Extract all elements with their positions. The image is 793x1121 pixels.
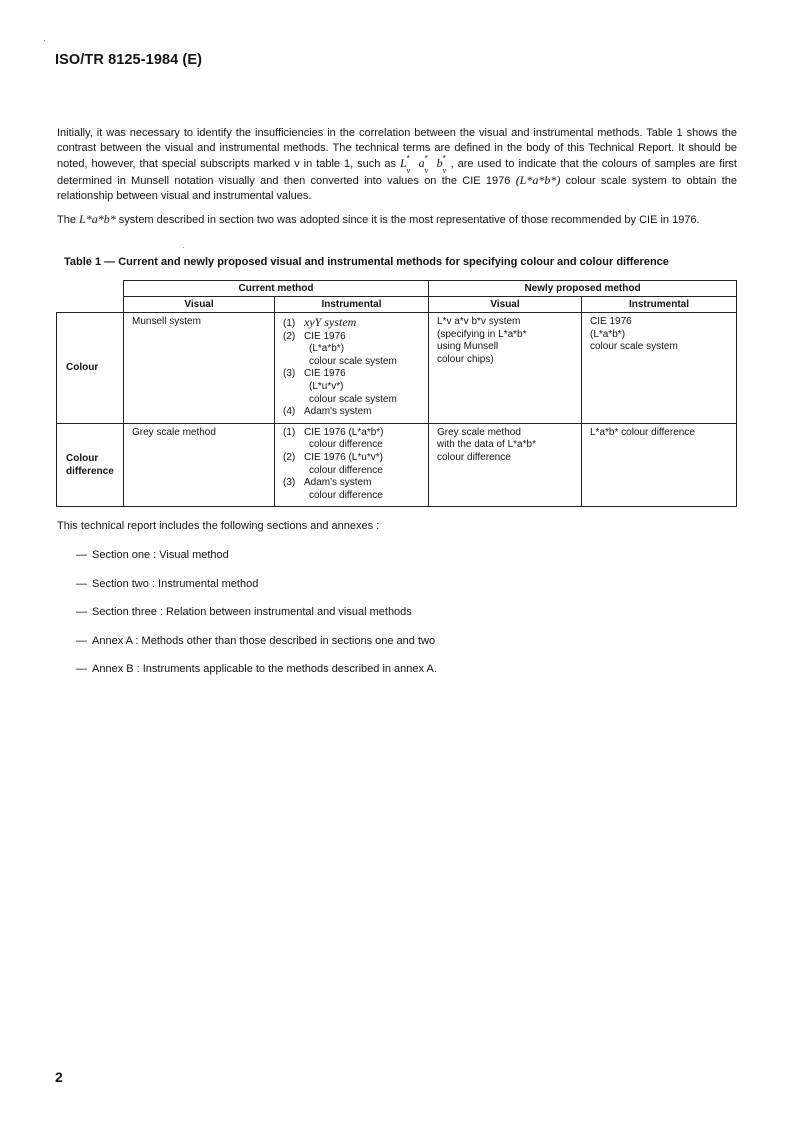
- list-item: [283, 439, 422, 452]
- list-item: [76, 634, 437, 663]
- subscript-v: v: [424, 166, 429, 176]
- list-item: [283, 394, 422, 407]
- cell-line: L*v a*v b*v system: [437, 316, 521, 327]
- section-text: Section three : Relation between instrumental and visual methods: [92, 606, 412, 618]
- section-text: Section two : Instrumental method: [92, 577, 259, 590]
- intro-formula: (L*a*b*): [515, 172, 561, 187]
- cell-line: Grey scale method: [437, 426, 521, 438]
- intro-text-after: are used to indicate that the colours of samples are first determined in Munsell notation visually and then converted into values on the CIE 1976: [57, 158, 737, 187]
- dash-marker: —: [76, 663, 87, 675]
- superscript-star: *: [424, 154, 428, 164]
- superscript-subscript: [424, 154, 433, 176]
- intro-text-before: Initially, it was necessary to identify the insufficiencies in the correlation between the visual and instrumental methods. Table 1 shows the contrast between the visual and instrumental methods. The technical terms are defined in the body of this Technical Report. It should be noted, however, that special subscripts marked v in table 1, such as: [57, 127, 737, 171]
- item-text: (L*u*v*): [309, 380, 344, 392]
- cell-line: (L*a*b*): [590, 328, 626, 340]
- cell-difference-new-visual: [429, 423, 582, 507]
- item-text: colour difference: [309, 464, 383, 476]
- cell-colour-current-visual: Munsell system: [124, 313, 275, 424]
- list-item: [283, 465, 422, 478]
- dash-marker: —: [76, 634, 87, 647]
- item-text: CIE 1976 (L*a*b*): [304, 426, 384, 438]
- cell-line: using Munsell: [437, 341, 499, 353]
- p2-text-before: The: [57, 214, 80, 226]
- item-text: (L*a*b*): [309, 343, 345, 355]
- cell-difference-new-instrumental: L*a*b* colour difference: [582, 423, 737, 507]
- superscript-subscript: [406, 154, 415, 176]
- col-header-instrumental-current: Instrumental: [275, 297, 429, 313]
- cell-difference-current-instrumental: [275, 423, 429, 507]
- dash-marker: —: [76, 549, 87, 561]
- cell-line: with the data of L*a*b*: [437, 439, 536, 451]
- group-header-current: Current method: [124, 281, 429, 297]
- methods-table: [56, 280, 737, 507]
- item-text: CIE 1976 (L*u*v*): [304, 451, 383, 463]
- list-item: [283, 356, 422, 369]
- list-item: [283, 368, 422, 381]
- list-item: [283, 343, 422, 356]
- item-number: (1): [283, 426, 296, 438]
- list-item: [283, 406, 422, 419]
- group-header-new: Newly proposed method: [429, 281, 737, 297]
- row-label-line: Colour: [66, 453, 99, 465]
- cell-colour-new-visual: [429, 313, 582, 424]
- sections-list: [76, 548, 437, 691]
- dash-marker: —: [76, 577, 87, 590]
- page-number: 2: [55, 1069, 63, 1085]
- item-text: colour difference: [309, 489, 383, 501]
- item-number: (4): [283, 406, 296, 418]
- section-text: Annex B : Instruments applicable to the methods described in annex A.: [92, 663, 437, 675]
- list-item: [76, 662, 437, 691]
- p2-formula: L*a*b*: [79, 212, 116, 226]
- list-item: [283, 316, 422, 331]
- section-text: Section one : Visual method: [92, 549, 229, 561]
- item-text: xyY system: [304, 315, 357, 329]
- item-number: (2): [283, 330, 296, 342]
- list-item: [283, 331, 422, 344]
- document-id: ISO/TR 8125-1984 (E): [55, 52, 203, 68]
- table-corner: [57, 281, 124, 297]
- cell-line: colour difference: [437, 451, 511, 463]
- section-text: Annex A : Methods other than those described in sections one and two: [92, 634, 436, 647]
- table-caption: Table 1 — Current and newly proposed visual and instrumental methods for specifying colour and colour difference: [64, 256, 669, 268]
- p2-text-after: system described in section two was adopted since it is the most representative of those recommended by CIE in 1976.: [115, 214, 700, 226]
- item-number: (2): [283, 451, 296, 463]
- item-number: (1): [283, 318, 296, 329]
- scan-speck: [44, 40, 45, 41]
- symbol-a: a: [418, 156, 425, 171]
- sections-intro: This technical report includes the following sections and annexes :: [57, 520, 380, 532]
- list-item: [76, 548, 437, 577]
- item-text: Adam's system: [304, 477, 372, 489]
- cell-line: colour scale system: [590, 341, 678, 353]
- list-item: [283, 490, 422, 503]
- intro-text-end: colour scale system to obtain the relationship between visual and instrumental values.: [57, 174, 738, 202]
- row-header-colour-difference: [57, 423, 124, 507]
- item-number: (3): [283, 477, 296, 489]
- col-header-instrumental-new: Instrumental: [582, 297, 737, 313]
- superscript-subscript: [442, 154, 451, 176]
- scan-speck: [183, 247, 184, 248]
- table-row: [57, 313, 737, 424]
- cell-line: CIE 1976: [590, 316, 632, 327]
- list-item: [76, 605, 437, 634]
- item-text: colour scale system: [309, 393, 397, 405]
- col-header-visual-new: Visual: [429, 297, 582, 313]
- row-label-line: difference: [66, 466, 114, 478]
- list-item: [283, 477, 422, 490]
- col-header-visual-current: Visual: [124, 297, 275, 313]
- list-item: [283, 381, 422, 394]
- item-text: CIE 1976: [304, 330, 346, 342]
- superscript-star: *: [442, 154, 446, 164]
- system-paragraph: [57, 212, 747, 228]
- symbol-l: L: [399, 156, 407, 171]
- cell-difference-current-visual: Grey scale method: [124, 423, 275, 507]
- table-corner: [57, 297, 124, 313]
- item-text: colour difference: [309, 439, 383, 451]
- item-text: colour scale system: [309, 355, 397, 367]
- table-row: [57, 423, 737, 507]
- cell-line: (specifying in L*a*b*: [437, 328, 527, 340]
- cell-colour-new-instrumental: [582, 313, 737, 424]
- list-item: [76, 577, 437, 606]
- item-text: Adam's system: [304, 406, 372, 418]
- dash-marker: —: [76, 606, 87, 618]
- subscript-v: v: [406, 166, 411, 176]
- item-text: CIE 1976: [304, 368, 346, 380]
- cell-colour-current-instrumental: [275, 313, 429, 424]
- list-item: [283, 427, 422, 440]
- symbol-b: b: [436, 156, 443, 171]
- row-header-colour: Colour: [57, 313, 124, 424]
- cell-line: colour chips): [437, 353, 494, 365]
- list-item: [283, 452, 422, 465]
- superscript-star: *: [406, 154, 410, 164]
- item-number: (3): [283, 368, 296, 380]
- intro-paragraph: Initially, it was necessary to identify the insufficiencies in the correlation between the visual and instrumental methods. Table 1 shows the contrast between the visual and instrumental methods. The technical terms are defined in the body of this Technical Report. It should be noted, however, that special subscripts marked v in table 1, such as L * v a * v b * v , are used to indicate that the colours of samples are first determined in Munsell notation visually and then converted into values on the CIE 1976 (L*a*b*) colour scale system to obtain the relationship between visual and instrumental values.: [57, 127, 738, 202]
- subscript-v: v: [442, 166, 447, 176]
